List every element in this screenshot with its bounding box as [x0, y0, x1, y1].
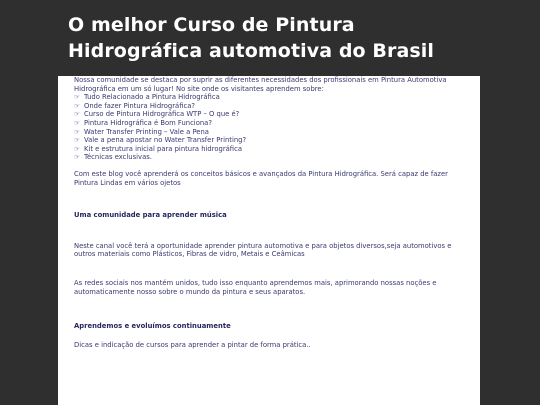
pointing-hand-icon: ☞ [74, 101, 80, 110]
topic-label: Técnicas exclusivas. [84, 153, 152, 162]
pointing-hand-icon: ☞ [74, 153, 80, 162]
topic-label: Curso de Pintura Hidrográfica WTP – O que é? [84, 110, 240, 119]
list-item [74, 128, 470, 137]
pointing-hand-icon: ☞ [74, 118, 80, 127]
topic-label: Pintura Hidrográfica é Bom Funciona? [84, 118, 212, 127]
pointing-hand-icon: ☞ [74, 127, 80, 136]
list-item [74, 153, 470, 162]
pointing-hand-icon: ☞ [74, 93, 80, 102]
list-item [74, 102, 470, 111]
list-item [74, 110, 470, 119]
intro-paragraph: Nossa comunidade se destaca por suprir as diferentes necessidades dos profissionais em Pintura Automotiva Hidrográfica em um só lugar! No site onde os visitantes aprendem sobre: [74, 76, 447, 93]
list-item [74, 145, 470, 154]
pointing-hand-icon: ☞ [74, 144, 80, 153]
blog-paragraph: Com este blog você aprenderá os conceitos básicos e avançados da Pintura Hidrográfica. Será capaz de fazer Pintura Lindas em vários ojetos [74, 169, 448, 187]
social-paragraph: As redes sociais nos mantém unidos, tudo isso enquanto aprendemos mais, aprimorando nossas noções e automaticamente nosso sobre o mundo da pintura e seus aparatos. [74, 278, 437, 296]
list-item [74, 119, 470, 128]
list-item [74, 136, 470, 145]
community-heading: Uma comunidade para aprender música [74, 211, 227, 220]
article-body [74, 76, 470, 349]
list-item [74, 93, 470, 102]
pointing-hand-icon: ☞ [74, 110, 80, 119]
pointing-hand-icon: ☞ [74, 136, 80, 145]
topics-list [74, 93, 470, 162]
page-header [0, 0, 540, 76]
topic-label: Water Transfer Printing – Vale a Pena [84, 127, 209, 136]
community-paragraph: Neste canal você terá a oportunidade aprender pintura automotiva e para objetos diversos,seja automotivos e outros materiais como Plásticos, Fibras de vidro, Metais e Ceâmicas [74, 241, 452, 259]
topic-label: Vale a pena apostar no Water Transfer Printing? [84, 136, 247, 145]
evolve-paragraph: Dicas e indicação de cursos para aprender a pintar de forma prática.. [74, 340, 311, 349]
topic-label: Tudo Relacionado a Pintura Hidrográfica [84, 93, 220, 102]
topic-label: Kit e estrutura inicial para pintura hidrográfica [84, 144, 242, 153]
page-title: O melhor Curso de Pintura Hidrográfica automotiva do Brasil [68, 14, 435, 62]
article-content [58, 76, 480, 405]
evolve-heading: Aprendemos e evoluímos continuamente [74, 322, 231, 331]
topic-label: Onde fazer Pintura Hidrográfica? [84, 101, 195, 110]
